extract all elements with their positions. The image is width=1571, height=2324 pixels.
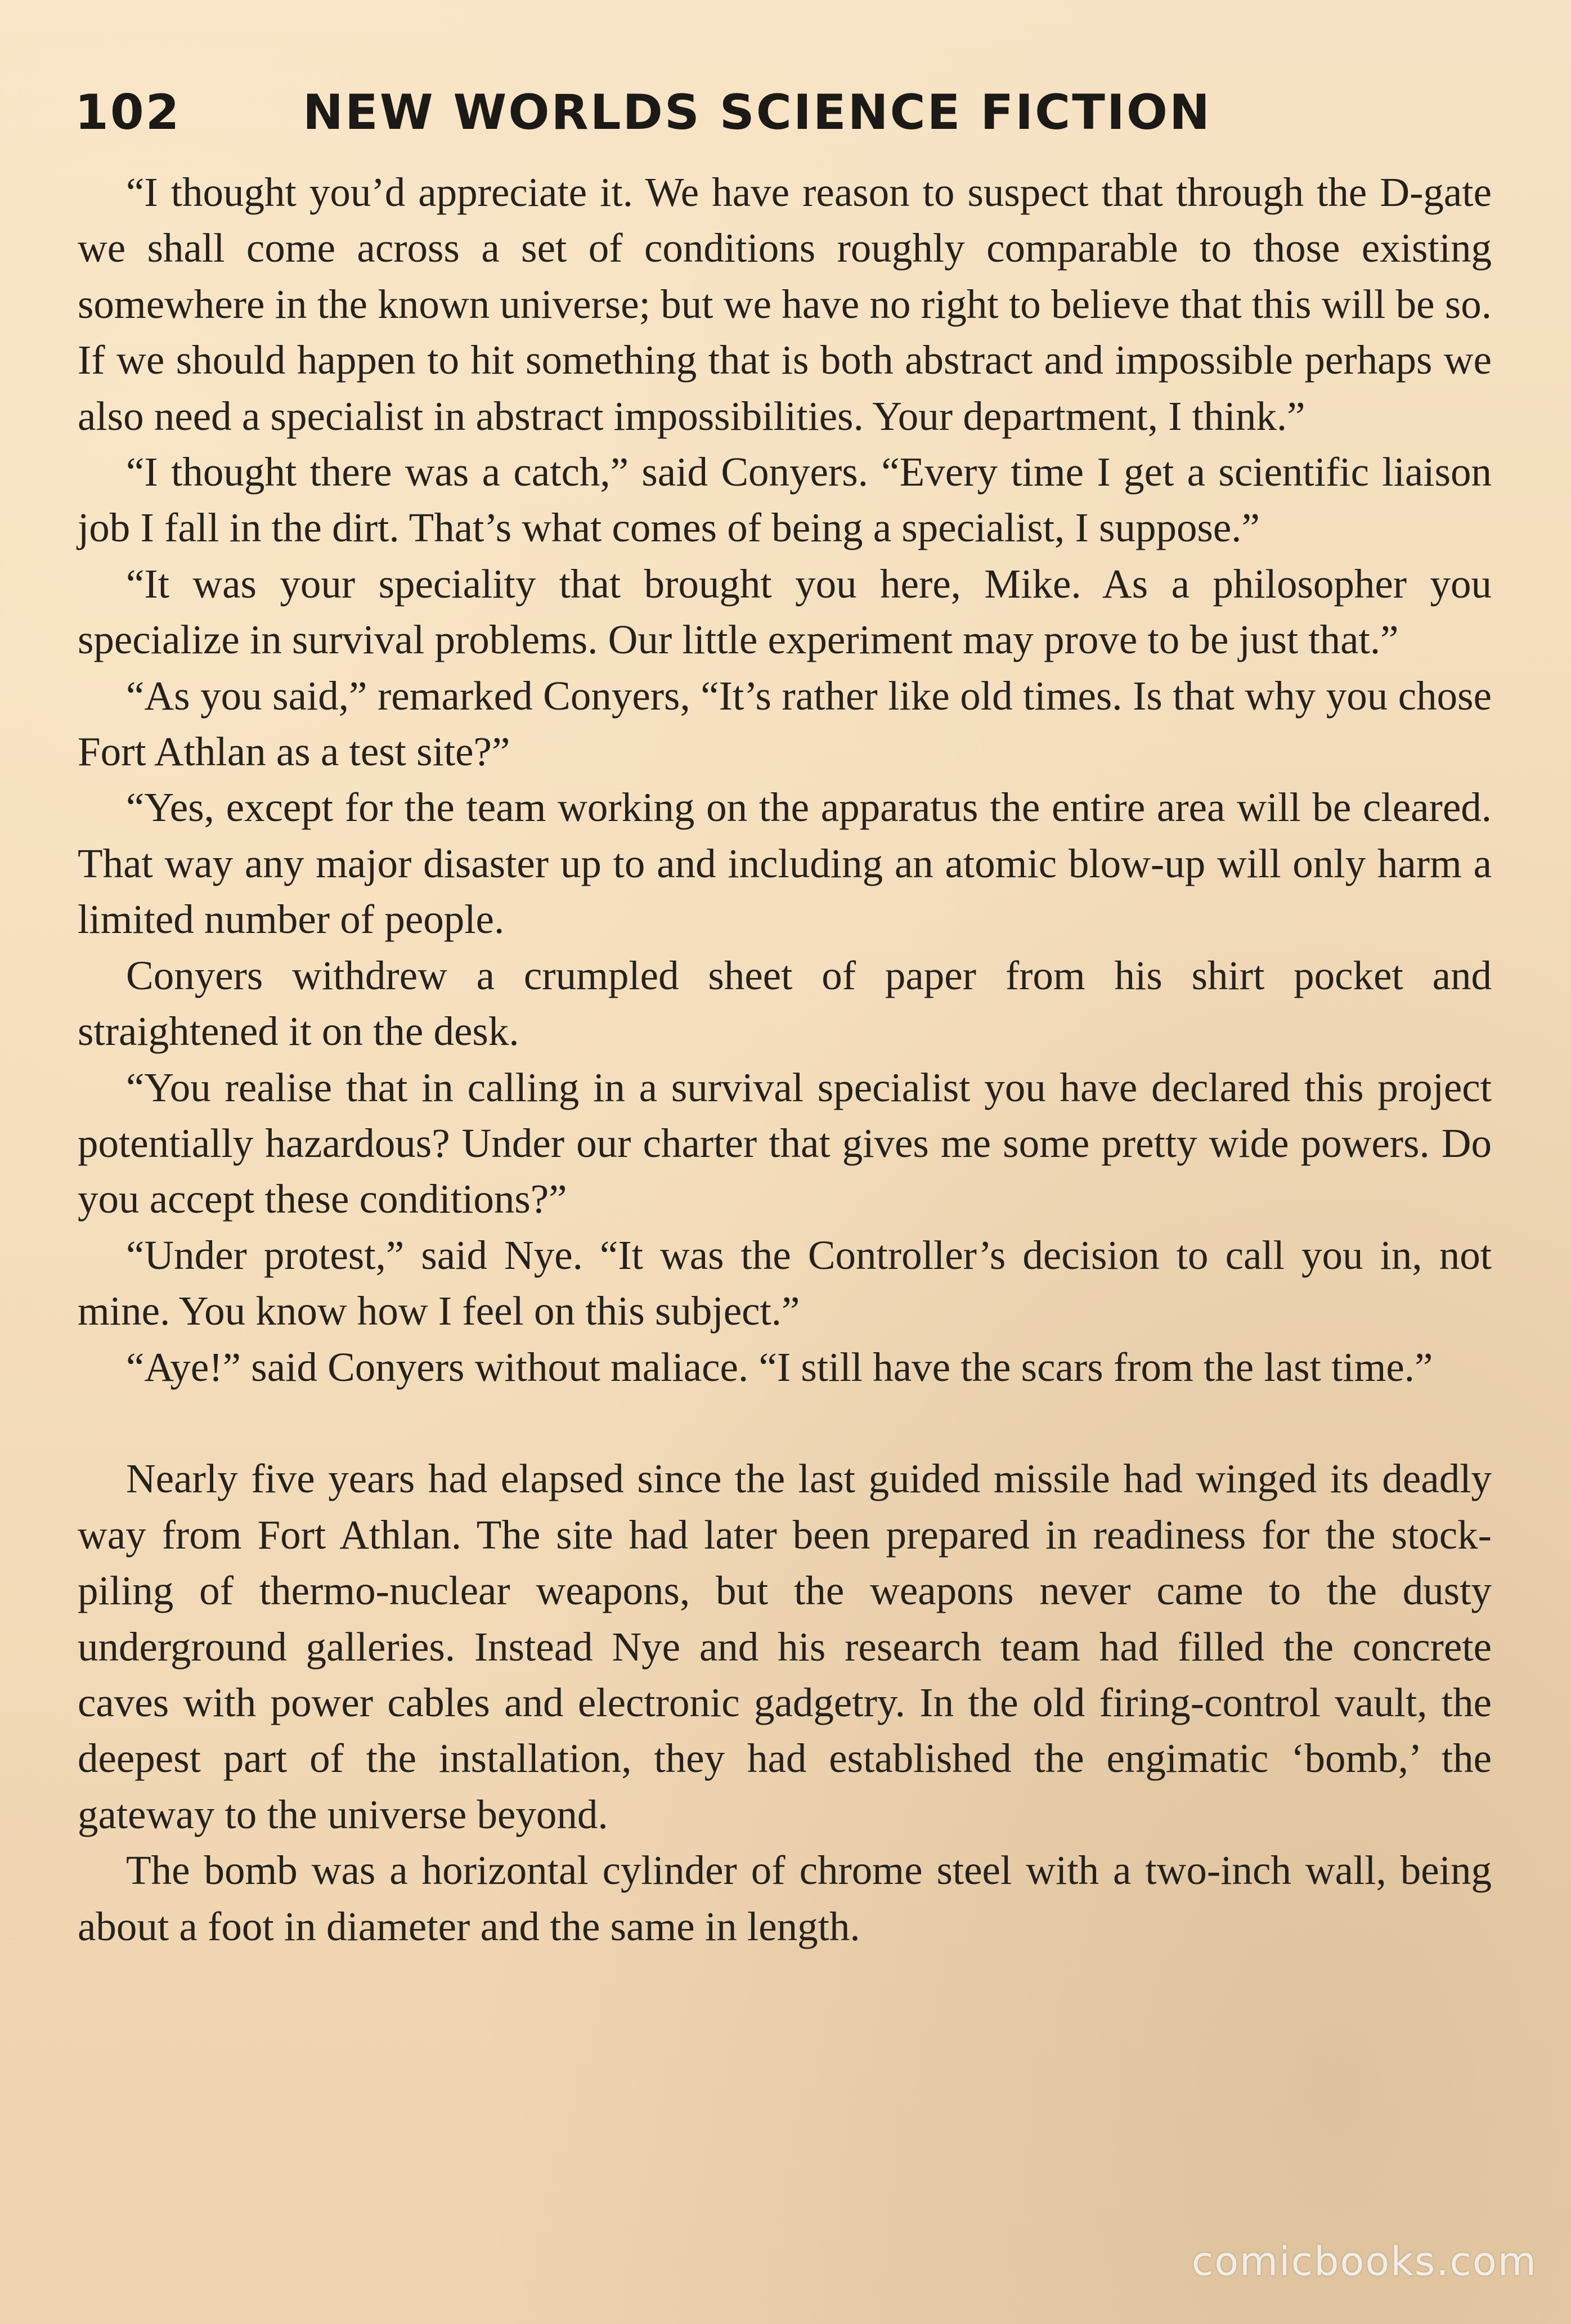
watermark: comicbooks.com	[1191, 2238, 1537, 2285]
paragraph: “I thought you’d appreciate it. We have reason to suspect that through the D-gate we shall come across a set of conditions roughly comparable to those existing somewhere in the known universe; but we have no right to believe that this will be so. If we should happen to hit something that is both abstract and impossible perhaps we also need a specialist in abstract impossibilities. Your department, I think.”	[78, 169, 1492, 439]
paragraph: “Under protest,” said Nye. “It was the Controller’s decision to call you in, not mine. You know how I feel on this subject.”	[78, 1232, 1492, 1334]
paragraph: “You realise that in calling in a survival specialist you have declared this project potentially hazardous? Under our charter that gives me some pretty wide powers. Do you accept these conditions?”	[78, 1064, 1492, 1222]
page-number: 102	[75, 84, 181, 141]
page-header	[75, 84, 1504, 152]
paragraph: Conyers withdrew a crumpled sheet of paper from his shirt pocket and straightened it on the desk.	[78, 952, 1492, 1055]
paragraph: “It was your speciality that brought you here, Mike. As a philosopher you specialize in survival problems. Our little experiment may prove to be just that.”	[78, 560, 1492, 663]
paragraph: The bomb was a horizontal cylinder of chrome steel with a two-inch wall, being about a foot in diameter and the same in length.	[78, 1847, 1492, 1949]
paragraph: “Yes, except for the team working on the apparatus the entire area will be cleared. That way any major disaster up to and including an atomic blow-up will only harm a limited number of people.	[78, 784, 1492, 943]
paragraph: “Aye!” said Conyers without maliace. “I still have the scars from the last time.”	[126, 1344, 1433, 1390]
paragraph: “I thought there was a catch,” said Conyers. “Every time I get a scientific liaison job I fall in the dirt. That’s what comes of being a specialist, I suppose.”	[78, 449, 1492, 551]
paragraph: Nearly five years had elapsed since the last guided missile had winged its deadly way from Fort Athlan. The site had later been prepared in readiness for the stock-piling of thermo-nuclear weapons, but the weapons never came to the dusty underground galleries. Instead Nye and his research team had filled the concrete caves with power cables and electronic gadgetry. In the old firing-control vault, the deepest part of the installation, they had established the engimatic ‘bomb,’ the gateway to the universe beyond.	[78, 1456, 1492, 1837]
running-title: NEW WORLDS SCIENCE FICTION	[303, 84, 1211, 141]
paragraph: “As you said,” remarked Conyers, “It’s rather like old times. Is that why you chose Fort Athlan as a test site?”	[78, 672, 1492, 775]
story-text	[78, 164, 1492, 1954]
